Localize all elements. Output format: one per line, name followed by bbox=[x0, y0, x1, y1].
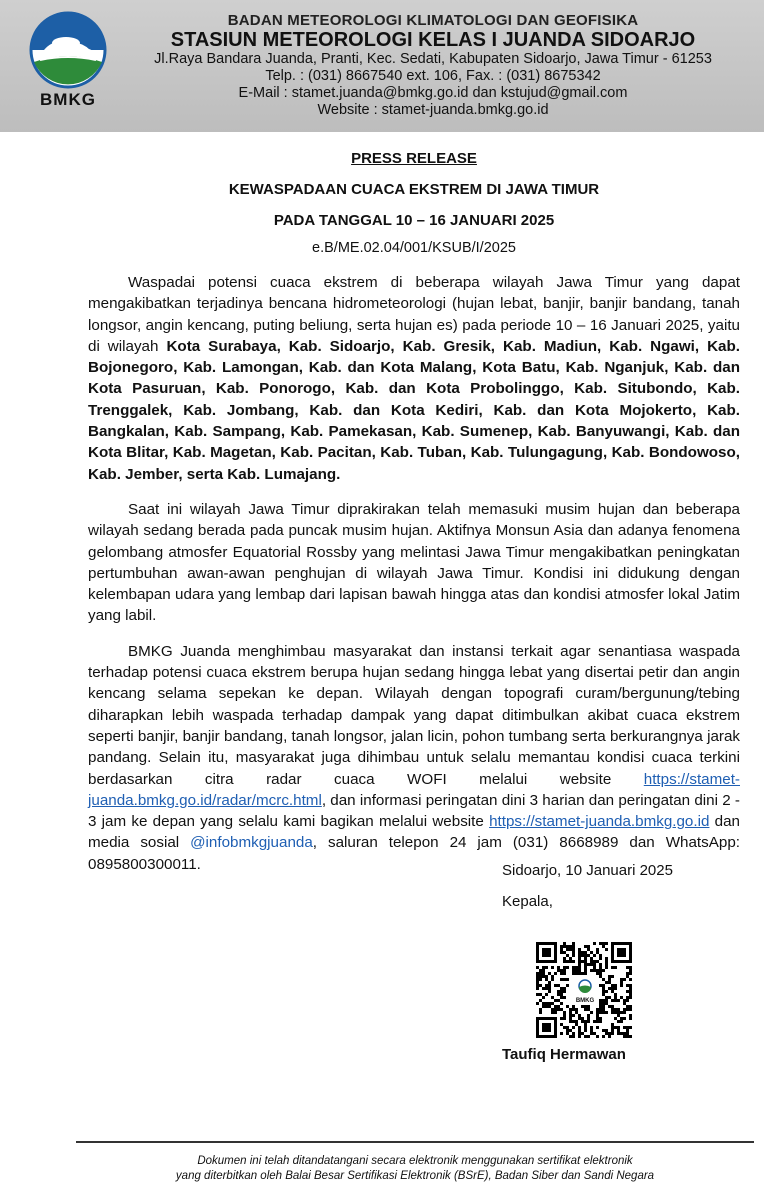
station-name: STASIUN METEOROLOGI KELAS I JUANDA SIDOARJO bbox=[170, 29, 696, 51]
p3-text-a: BMKG Juanda menghimbau masyarakat dan instansi terkait agar senantiasa waspada terhadap potensi cuaca ekstrem berupa hujan sedang hingga lebat yang disertai petir dan angin kencang selama sepekan ke depan. Wilayah dengan topografi curam/bergunung/tebing diharapkan lebih waspada terhadap dampak yang dapat ditimbulkan akibat cuaca ekstrem seperti banjir, banjir bandang, tanah longsor, jalan licin, pohon tumbang serta berkurangnya jarak pandang. Selain itu, masyarakat juga dihimbau untuk selalu memantau kondisi cuaca terkini berdasarkan citra radar cuaca WOFI melalui website bbox=[88, 642, 740, 788]
bmkg-emblem-icon bbox=[20, 10, 116, 90]
letterhead bbox=[0, 0, 764, 132]
release-period: PADA TANGGAL 10 – 16 JANUARI 2025 bbox=[273, 212, 555, 229]
place-date: Sidoarjo, 10 Januari 2025 bbox=[502, 862, 673, 879]
email: E-Mail : stamet.juanda@bmkg.go.id dan kstujud@gmail.com bbox=[238, 85, 628, 101]
document-number: e.B/ME.02.04/001/KSUB/I/2025 bbox=[312, 240, 516, 256]
release-title: KEWASPADAAN CUACA EKSTREM DI JAWA TIMUR bbox=[228, 181, 600, 198]
paragraph-1 bbox=[88, 272, 740, 485]
phone-fax: Telp. : (031) 8667540 ext. 106, Fax. : (031) 8675342 bbox=[265, 68, 601, 84]
radar-link[interactable]: https://stamet-juanda.bmkg.go.id/radar/mcrc.html bbox=[88, 770, 740, 809]
p3-text-d: , saluran telepon 24 jam (031) 8668989 dan WhatsApp: 0895800300011. bbox=[88, 834, 740, 873]
footer-divider bbox=[76, 1141, 754, 1143]
qr-logo-text: BMKG bbox=[575, 998, 595, 1004]
footer-line-2: yang diterbitkan oleh Balai Besar Sertifikasi Elektronik (BSrE), Badan Siber dan Sandi Negara bbox=[175, 1170, 655, 1182]
bmkg-mini-icon bbox=[572, 978, 598, 994]
bmkg-logo bbox=[20, 10, 116, 116]
address: Jl.Raya Bandara Juanda, Pranti, Kec. Sedati, Kabupaten Sidoarjo, Jawa Timur - 61253 bbox=[154, 51, 712, 67]
logo-text: BMKG bbox=[40, 90, 96, 109]
signer-name: Taufiq Hermawan bbox=[502, 1046, 626, 1063]
p1-regions: Kota Surabaya, Kab. Sidoarjo, Kab. Gresik, Kab. Madiun, Kab. Ngawi, Kab. Bojonegoro, Kab. Lamongan, Kab. dan Kota Malang, Kota Batu, Kab. Nganjuk, Kab. dan Kota Pasuruan, Kab. Ponorogo, Kab. dan Kota Probolinggo, Kab. Situbondo, Kab. Trenggalek, Kab. Jombang, Kab. dan Kota Kediri, Kab. dan Kota Mojokerto, Kab. Bangkalan, Kab. Sampang, Kab. Pamekasan, Kab. Sumenep, Kab. Banyuwangi, Kab. dan Kota Blitar, Kab. Magetan, Kab. Pacitan, Kab. Tuban, Kab. Tulungagung, Kab. Bondowoso, Kab. Jember, serta Kab. Lumajang. bbox=[88, 337, 740, 483]
social-handle-link[interactable]: @infobmkgjuanda bbox=[190, 834, 313, 852]
document-body bbox=[88, 150, 740, 889]
p3-text-c: dan media sosial bbox=[88, 813, 740, 852]
title-block bbox=[88, 150, 740, 256]
p1-intro: Waspadai potensi cuaca ekstrem di beberapa wilayah Jawa Timur yang dapat mengakibatkan terjadinya bencana hidrometeorologi (hujan lebat, banjir, banjir bandang, tanah longsor, angin kencang, puting beliung, serta hujan es) pada periode 10 – 16 Januari 2025, yaitu di wilayah bbox=[88, 274, 740, 355]
paragraph-3 bbox=[88, 641, 740, 875]
website-link[interactable]: https://stamet-juanda.bmkg.go.id bbox=[489, 813, 710, 831]
p3-text-b: , dan informasi peringatan dini 3 harian dan peringatan dini 2 - 3 jam ke depan yang selalu kami bagikan melalui website bbox=[88, 791, 740, 831]
qr-code bbox=[536, 942, 632, 1038]
letterhead-text bbox=[118, 12, 748, 119]
footer-note bbox=[76, 1154, 754, 1184]
paragraph-2: Saat ini wilayah Jawa Timur diprakirakan telah memasuki musim hujan dan beberapa wilayah sedang berada pada puncak musim hujan. Aktifnya Monsun Asia dan adanya fenomena gelombang atmosfer Equatorial Rossby yang melintasi Jawa Timur mengakibatkan peningkatan pertumbuhan awan-awan penghujan di wilayah Jawa Timur. Kondisi ini didukung dengan kelembapan udara yang lembap dari lapisan bawah hingga atas dan kondisi atmosfer lokal Jatim yang labil. bbox=[88, 500, 740, 625]
qr-logo bbox=[571, 977, 599, 1005]
agency-name: BADAN METEOROLOGI KLIMATOLOGI DAN GEOFISIKA bbox=[227, 12, 639, 29]
signer-role: Kepala, bbox=[502, 893, 553, 910]
footer-line-1: Dokumen ini telah ditandatangani secara elektronik menggunakan sertifikat elektronik bbox=[197, 1155, 633, 1167]
press-release-label: PRESS RELEASE bbox=[351, 150, 477, 167]
website: Website : stamet-juanda.bmkg.go.id bbox=[317, 102, 549, 118]
signature-block bbox=[502, 862, 742, 924]
